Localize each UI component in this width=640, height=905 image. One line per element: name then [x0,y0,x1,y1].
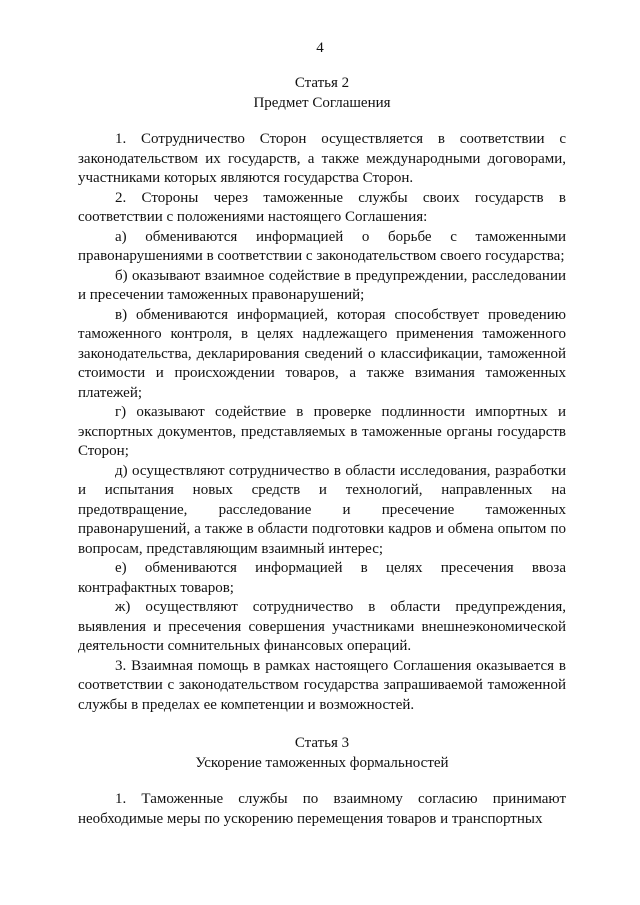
article-2-subclause-a: а) обмениваются информацией о борьбе с таможенными правонарушениями в соответствии с законодательством своего государства; [78,228,566,264]
article-2-heading: Статья 2 [294,75,350,91]
article-3 [78,734,566,829]
article-3-clause-1: 1. Таможенные службы по взаимному согласию принимают необходимые меры по ускорению перемещения товаров и транспортных [78,791,566,827]
article-2-subclause-zh: ж) осуществляют сотрудничество в области предупреждения, выявления и пресечения совершения участниками внешнеэкономической деятельности сомнительных финансовых операций. [78,599,566,654]
article-2-clause-1: 1. Сотрудничество Сторон осуществляется в соответствии с законодательством их государств, а также международными договорами, участниками которых являются государства Сторон. [78,131,566,186]
article-2-subclause-e: е) обмениваются информацией в целях пресечения ввоза контрафактных товаров; [78,560,566,596]
article-2-subclause-d: д) осуществляют сотрудничество в области исследования, разработки и испытания новых средств и технологий, направленных на предотвращение, расследование и пресечение таможенных правонарушений, а также в области подготовки кадров и обмена опытом по вопросам, представляющим взаимный интерес; [78,462,566,557]
article-2-subclause-g: г) оказывают содействие в проверке подлинности импортных и экспортных документов, представляемых в таможенные органы государств Сторон; [78,404,566,459]
article-2-subclause-b: б) оказывают взаимное содействие в предупреждении, расследовании и пресечении таможенных правонарушений; [78,267,566,303]
article-3-title: Ускорение таможенных формальностей [195,754,449,771]
article-3-heading: Статья 3 [294,735,350,751]
article-2-clause-3: 3. Взаимная помощь в рамках настоящего Соглашения оказывается в соответствии с законодательством государства запрашиваемой таможенной службы в пределах ее компетенции и возможностей. [78,657,566,713]
article-2 [78,74,566,715]
article-2-subclause-v: в) обмениваются информацией, которая способствует проведению таможенного контроля, в целях надлежащего применения таможенного законодательства, декларирования сведений о классификации, таможенной стоимости и происхождении товаров, а также взимания таможенных платежей; [78,306,566,401]
article-2-clause-2: 2. Стороны через таможенные службы своих государств в соответствии с положениями настоящего Соглашения: [78,189,566,225]
article-2-title: Предмет Соглашения [253,94,391,111]
page-content [78,74,566,829]
page-number: 4 [316,40,324,56]
